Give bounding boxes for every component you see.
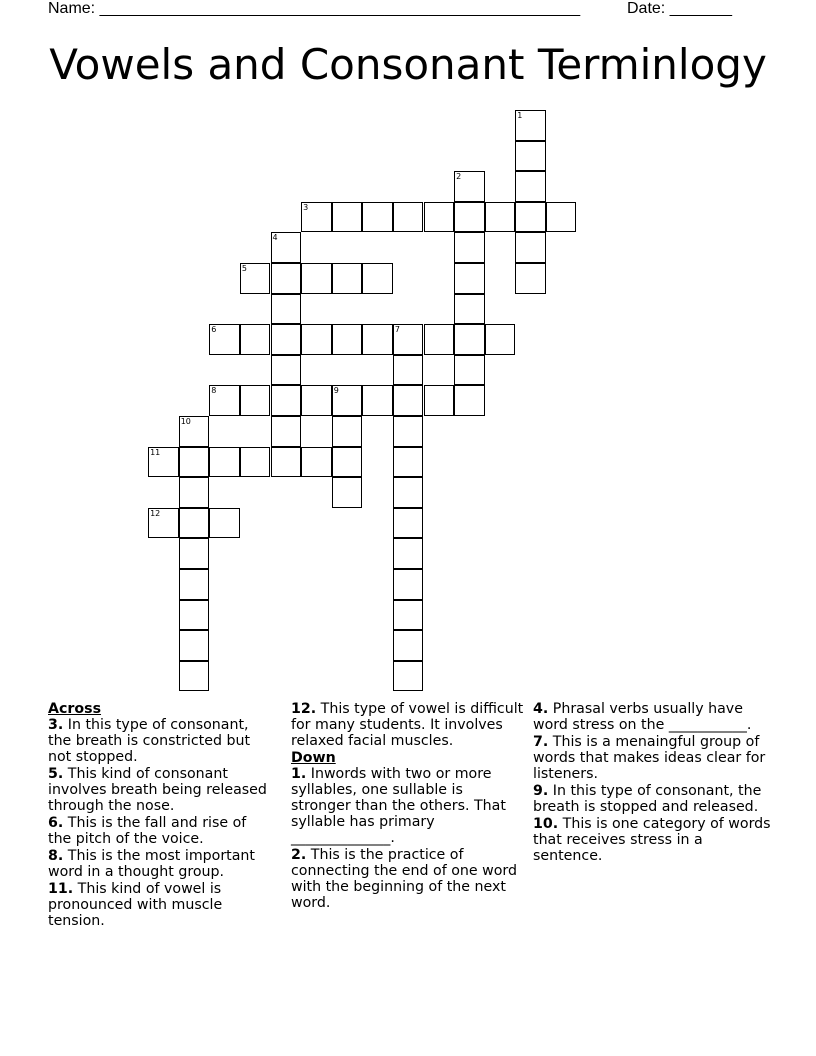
date-field-label: Date: _______: [627, 0, 732, 17]
crossword-cell[interactable]: [546, 202, 577, 233]
clue-item: [291, 701, 525, 749]
crossword-cell[interactable]: [332, 263, 363, 294]
crossword-cell[interactable]: [179, 538, 210, 569]
clue-item-number: 9.: [533, 783, 549, 799]
crossword-cell[interactable]: [271, 232, 302, 263]
clue-column-2: [291, 701, 525, 912]
crossword-cell[interactable]: [240, 447, 271, 478]
clue-number-label: 11: [150, 447, 161, 457]
crossword-cell[interactable]: [271, 355, 302, 386]
crossword-cell[interactable]: [393, 661, 424, 692]
clue-item-number: 12.: [291, 701, 317, 717]
crossword-cell[interactable]: [301, 385, 332, 416]
crossword-cell[interactable]: [393, 416, 424, 447]
crossword-cell[interactable]: [454, 355, 485, 386]
clue-item-text: In this type of consonant, the breath is stopped and released.: [533, 783, 762, 815]
crossword-cell[interactable]: [271, 324, 302, 355]
crossword-cell[interactable]: [209, 385, 240, 416]
clue-item-number: 1.: [291, 766, 307, 782]
crossword-cell[interactable]: [424, 324, 455, 355]
crossword-cell[interactable]: [209, 508, 240, 539]
crossword-cell[interactable]: [332, 324, 363, 355]
clue-item: [533, 701, 773, 733]
crossword-cell[interactable]: [240, 324, 271, 355]
crossword-cell[interactable]: [424, 202, 455, 233]
crossword-cell[interactable]: [515, 202, 546, 233]
crossword-cell[interactable]: [271, 447, 302, 478]
clue-item-number: 10.: [533, 816, 559, 832]
clue-item-number: 8.: [48, 848, 64, 864]
clue-item: [291, 766, 525, 846]
crossword-cell[interactable]: [454, 324, 485, 355]
clue-item: [291, 847, 525, 911]
clue-item-text: This kind of vowel is pronounced with muscle tension.: [48, 881, 223, 929]
crossword-cell[interactable]: [515, 263, 546, 294]
crossword-cell[interactable]: [301, 324, 332, 355]
crossword-cell[interactable]: [454, 232, 485, 263]
clue-number-label: 8: [211, 386, 217, 396]
clue-item-text: In this type of consonant, the breath is constricted but not stopped.: [48, 717, 251, 765]
crossword-cell[interactable]: [271, 416, 302, 447]
crossword-cell[interactable]: [515, 141, 546, 172]
clue-item-text: Phrasal verbs usually have word stress on the ___________.: [533, 701, 752, 733]
crossword-cell[interactable]: [362, 202, 393, 233]
crossword-cell[interactable]: [515, 171, 546, 202]
clue-column-1: [48, 701, 274, 930]
clue-item-number: 4.: [533, 701, 549, 717]
clue-item-text: This is the most important word in a thought group.: [48, 848, 255, 880]
clue-item: [48, 848, 274, 880]
crossword-cell[interactable]: [148, 508, 179, 539]
clue-item-text: This kind of consonant involves breath being released through the nose.: [48, 766, 267, 814]
crossword-cell[interactable]: [393, 630, 424, 661]
crossword-cell[interactable]: [179, 569, 210, 600]
name-field-label: Name: ______________________________________________________: [48, 0, 581, 17]
crossword-cell[interactable]: [485, 202, 516, 233]
crossword-cell[interactable]: [332, 447, 363, 478]
crossword-cell[interactable]: [515, 232, 546, 263]
clue-number-label: 7: [394, 325, 400, 335]
clue-item: [48, 766, 274, 814]
clue-number-label: 2: [456, 172, 462, 182]
crossword-cell[interactable]: [271, 294, 302, 325]
clue-item-text: This type of vowel is difficult for many students. It involves relaxed facial muscles.: [291, 701, 524, 749]
crossword-cell[interactable]: [209, 447, 240, 478]
clue-item-text: This is one category of words that receives stress in a sentence.: [533, 816, 771, 864]
crossword-cell[interactable]: [301, 447, 332, 478]
crossword-cell[interactable]: [362, 263, 393, 294]
crossword-cell[interactable]: [393, 324, 424, 355]
clue-item: [48, 881, 274, 929]
crossword-cell[interactable]: [362, 385, 393, 416]
clue-item-number: 7.: [533, 734, 549, 750]
crossword-cell[interactable]: [179, 661, 210, 692]
crossword-cell[interactable]: [393, 538, 424, 569]
crossword-cell[interactable]: [332, 385, 363, 416]
crossword-cell[interactable]: [332, 477, 363, 508]
crossword-cell[interactable]: [454, 385, 485, 416]
clue-number-label: 5: [241, 264, 247, 273]
crossword-cell[interactable]: [332, 416, 363, 447]
crossword-cell[interactable]: [148, 447, 179, 478]
clue-number-label: 1: [517, 111, 523, 120]
crossword-cell[interactable]: [393, 477, 424, 508]
crossword-cell[interactable]: [179, 508, 210, 539]
crossword-cell[interactable]: [393, 508, 424, 539]
clue-item-text: This is a menaingful group of words that makes ideas clear for listeners.: [533, 734, 766, 782]
crossword-cell[interactable]: [240, 385, 271, 416]
clue-item-text: This is the fall and rise of the pitch of the voice.: [48, 815, 247, 847]
crossword-cell[interactable]: [454, 263, 485, 294]
crossword-cell[interactable]: [362, 324, 393, 355]
clue-item: [533, 816, 773, 864]
clue-section-heading: Down: [291, 750, 336, 766]
clue-number-label: 4: [272, 233, 278, 243]
crossword-cell[interactable]: [271, 385, 302, 416]
crossword-cell[interactable]: [424, 385, 455, 416]
clue-item-number: 11.: [48, 881, 74, 897]
clue-number-label: 3: [303, 202, 309, 212]
clue-item-text: This is the practice of connecting the end of one word with the beginning of the next word.: [291, 847, 518, 911]
clue-item: [533, 734, 773, 782]
clue-section-heading: Across: [48, 701, 102, 717]
clue-number-label: 9: [333, 386, 339, 396]
clue-number-label: 10: [180, 417, 191, 426]
clue-column-3: [533, 701, 773, 865]
crossword-cell[interactable]: [179, 477, 210, 508]
crossword-cell[interactable]: [515, 110, 546, 141]
clue-number-label: 12: [150, 508, 161, 518]
crossword-cell[interactable]: [393, 569, 424, 600]
clue-item-number: 6.: [48, 815, 64, 831]
clue-item: [533, 783, 773, 815]
crossword-cell[interactable]: [454, 294, 485, 325]
crossword-cell[interactable]: [332, 202, 363, 233]
crossword-cell[interactable]: [393, 600, 424, 631]
crossword-cell[interactable]: [393, 385, 424, 416]
crossword-cell[interactable]: [485, 324, 516, 355]
crossword-cell[interactable]: [454, 202, 485, 233]
crossword-cell[interactable]: [240, 263, 271, 294]
clue-item: [48, 815, 274, 847]
crossword-cell[interactable]: [454, 171, 485, 202]
crossword-cell[interactable]: [393, 447, 424, 478]
crossword-cell[interactable]: [179, 447, 210, 478]
crossword-cell[interactable]: [301, 263, 332, 294]
clue-item-number: 2.: [291, 847, 307, 863]
crossword-cell[interactable]: [179, 630, 210, 661]
clue-number-label: 6: [211, 325, 217, 335]
crossword-cell[interactable]: [271, 263, 302, 294]
page-title: Vowels and Consonant Terminlogy: [49, 40, 767, 89]
crossword-cell[interactable]: [393, 355, 424, 386]
crossword-cell[interactable]: [393, 202, 424, 233]
crossword-cell[interactable]: [179, 416, 210, 447]
clue-item-number: 3.: [48, 717, 64, 733]
crossword-cell[interactable]: [301, 202, 332, 233]
clue-item: [48, 717, 274, 765]
clue-item-text: Inwords with two or more syllables, one sullable is stronger than the others. That syllable has primary ______________.: [291, 766, 506, 846]
clue-item-number: 5.: [48, 766, 64, 782]
crossword-cell[interactable]: [209, 324, 240, 355]
crossword-cell[interactable]: [179, 600, 210, 631]
